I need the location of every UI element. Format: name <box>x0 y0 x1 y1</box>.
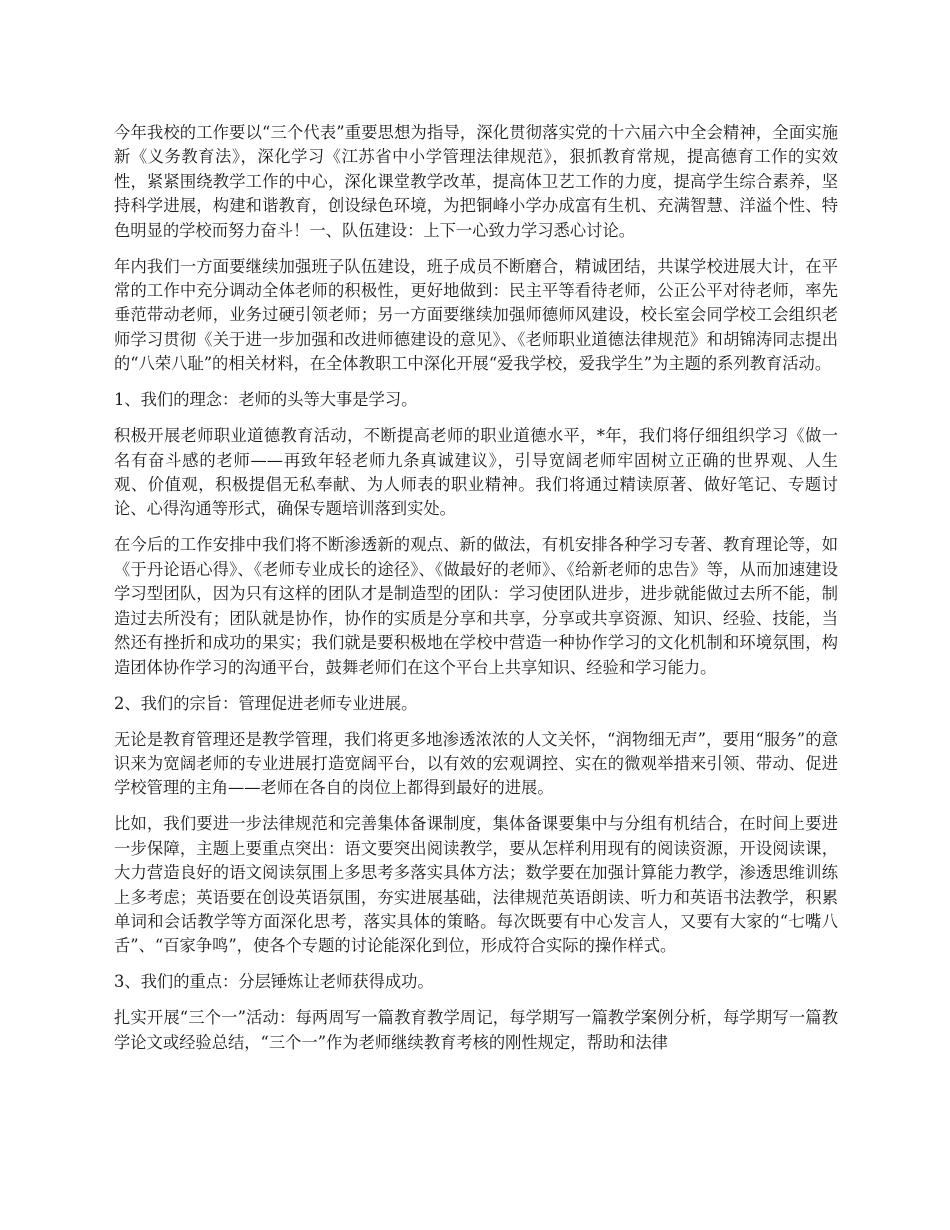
paragraph-management: 无论是教育管理还是教学管理，我们将更多地渗透浓浓的人文关怀，“润物细无声”，要用“服务”的意识来为宽阔老师的专业进展打造宽阔平台，以有效的宏观调控、实在的微观举措来引领、带动、促进学校管理的主角——老师在各自的岗位上都得到最好的进展。 <box>114 729 838 798</box>
paragraph-lesson-planning: 比如，我们要进一步法律规范和完善集体备课制度，集体备课要集中与分组有机结合，在时间上要进一步保障，主题上要重点突出：语文要突出阅读教学，要从怎样利用现有的阅读资源，开设阅读课，大力营造良好的语文阅读氛围上多思考多落实具体方法；数学要在加强计算能力教学，渗透思维训练上多考虑；英语要在创设英语氛围，夯实进展基础，法律规范英语朗读、听力和英语书法教学，积累单词和会话教学等方面深化思考，落实具体的策略。每次既要有中心发言人，又要有大家的“七嘴八舌”、“百家争鸣”，使各个专题的讨论能深化到位，形成符合实际的操作样式。 <box>114 814 838 956</box>
paragraph-intro: 今年我校的工作要以“三个代表”重要思想为指导，深化贯彻落实党的十六届六中全会精神，全面实施新《义务教育法》，深化学习《江苏省中小学管理法律规范》，狠抓教育常规，提高德育工作的实效性，紧紧围绕教学工作的中心，深化课堂教学改革，提高体卫艺工作的力度，提高学生综合素养，坚持科学进展，构建和谐教育，创设绿色环境，为把铜峰小学办成富有生机、充满智慧、洋溢个性、特色明显的学校而努力奋斗！一、队伍建设：上下一心致力学习悉心讨论。 <box>114 123 838 240</box>
paragraph-three-ones: 扎实开展“三个一”活动：每两周写一篇教育教学周记，每学期写一篇教学案例分析，每学期写一篇教学论文或经验总结，“三个一”作为老师继续教育考核的刚性规定，帮助和法律 <box>114 1008 838 1052</box>
paragraph-learning-team: 在今后的工作安排中我们将不断渗透新的观点、新的做法，有机安排各种学习专著、教育理论等，如《于丹论语心得》、《老师专业成长的途径》、《做最好的老师》、《给新老师的忠告》等，从而加速建设学习型团队，因为只有这样的团队才是制造型的团队：学习使团队进步，进步就能做过去所不能，制造过去所没有；团队就是协作，协作的实质是分享和共享，分享或共享资源、知识、经验、技能，当然还有挫折和成功的果实；我们就是要积极地在学校中营造一种协作学习的文化机制和环境氛围，构造团体协作学习的沟通平台，鼓舞老师们在这个平台上共享知识、经验和学习能力。 <box>114 535 838 677</box>
section-heading-concept: 1、我们的理念：老师的头等大事是学习。 <box>114 390 418 410</box>
paragraph-team-building: 年内我们一方面要继续加强班子队伍建设，班子成员不断磨合，精诚团结，共谋学校进展大计，在平常的工作中充分调动全体老师的积极性，更好地做到：民主平等看待老师，公正公平对待老师，率先垂范带动老师，业务过硬引领老师；另一方面要继续加强师德师风建设，校长室会同学校工会组织老师学习贯彻《关于进一步加强和改进师德建设的意见》、《老师职业道德法律规范》和胡锦涛同志提出的“八荣八耻”的相关材料，在全体教职工中深化开展“爱我学校，爱我学生”为主题的系列教育活动。 <box>114 256 838 374</box>
document-body <box>114 121 838 1067</box>
section-heading-focus: 3、我们的重点：分层锤炼让老师获得成功。 <box>114 972 434 992</box>
paragraph-ethics-education: 积极开展老师职业道德教育活动，不断提高老师的职业道德水平，*年，我们将仔细组织学习《做一名有奋斗感的老师——再致年轻老师九条真诚建议》，引导宽阔老师牢固树立正确的世界观、人生观、价值观，积极提倡无私奉献、为人师表的职业精神。我们将通过精读原著、做好笔记、专题讨论、心得沟通等形式，确保专题培训落到实处。 <box>114 426 838 519</box>
section-heading-purpose: 2、我们的宗旨：管理促进老师专业进展。 <box>114 693 418 713</box>
